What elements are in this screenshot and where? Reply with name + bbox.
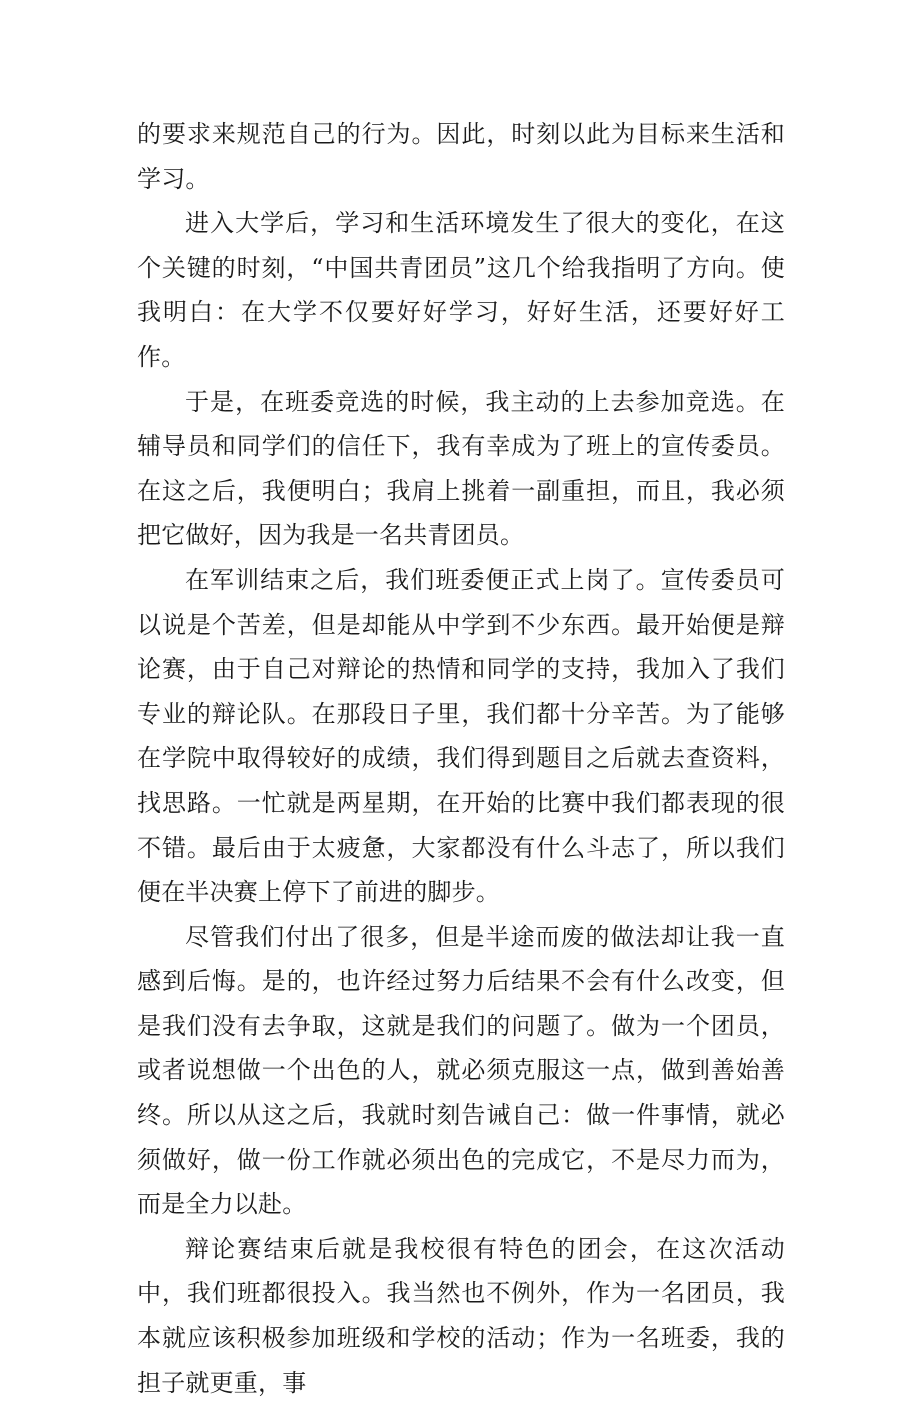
paragraph-3: 于是，在班委竞选的时候，我主动的上去参加竞选。在辅导员和同学们的信任下，我有幸成为了班上的宣传委员。在这之后，我便明白；我肩上挑着一副重担，而且，我必须把它做好，因为我是一名共青团员。 bbox=[137, 387, 785, 550]
paragraph-6: 辩论赛结束后就是我校很有特色的团会，在这次活动中，我们班都很投入。我当然也不例外，作为一名团员，我本就应该积极参加班级和学校的活动；作为一名班委，我的担子就更重，事 bbox=[137, 1234, 785, 1397]
paragraph-2: 进入大学后，学习和生活环境发生了很大的变化，在这个关键的时刻，“中国共青团员”这几个给我指明了方向。使我明白：在大学不仅要好好学习，好好生活，还要好好工作。 bbox=[137, 209, 785, 371]
paragraph-1: 的要求来规范自己的行为。因此，时刻以此为目标来生活和学习。 bbox=[137, 120, 785, 193]
document-page bbox=[137, 112, 785, 1405]
paragraph-4: 在军训结束之后，我们班委便正式上岗了。宣传委员可以说是个苦差，但是却能从中学到不少东西。最开始便是辩论赛，由于自己对辩论的热情和同学的支持，我加入了我们专业的辩论队。在那段日子里，我们都十分辛苦。为了能够在学院中取得较好的成绩，我们得到题目之后就去查资料，找思路。一忙就是两星期，在开始的比赛中我们都表现的很不错。最后由于太疲惫，大家都没有什么斗志了，所以我们便在半决赛上停下了前进的脚步。 bbox=[137, 565, 785, 907]
paragraph-5: 尽管我们付出了很多，但是半途而废的做法却让我一直感到后悔。是的，也许经过努力后结果不会有什么改变，但是我们没有去争取，这就是我们的问题了。做为一个团员，或者说想做一个出色的人，就必须克服这一点，做到善始善终。所以从这之后，我就时刻告诫自己：做一件事情，就必须做好，做一份工作就必须出色的完成它，不是尽力而为，而是全力以赴。 bbox=[137, 922, 785, 1219]
